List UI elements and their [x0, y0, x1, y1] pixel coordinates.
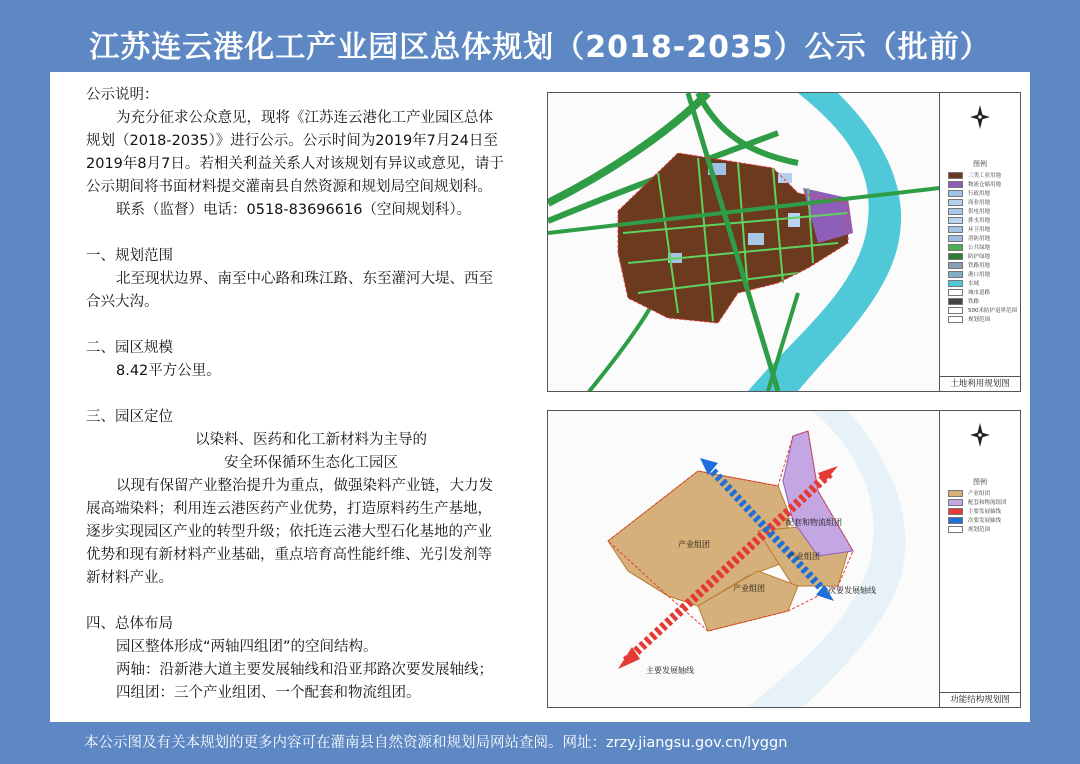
page-title: 江苏连云港化工产业园区总体规划（2018-2035）公示（批前） — [89, 30, 991, 65]
section-line: 四组团：三个产业组团、一个配套和物流组团。 — [116, 685, 421, 701]
section-heading: 一、规划范围 — [86, 248, 173, 264]
slogan-line: 以染料、医药和化工新材料为主导的 — [195, 432, 427, 448]
legend-swatch — [948, 499, 963, 506]
section-line: 优势和现有新材料产业基础，重点培育高性能纤维、光引发剂等 — [86, 547, 492, 563]
legend-label: 公共绿地 — [968, 245, 991, 251]
legend-label: 配套和物流组团 — [968, 500, 1007, 506]
slogan-line: 安全环保循环生态化工园区 — [224, 455, 398, 471]
legend-item — [948, 244, 1020, 250]
legend-label: 行政用地 — [968, 191, 991, 197]
section-line: 8.42平方公里。 — [116, 363, 221, 379]
legend-swatch — [948, 316, 963, 323]
legend-swatch — [948, 289, 963, 296]
section-heading: 三、园区定位 — [86, 409, 173, 425]
section-line: 新材料产业。 — [86, 570, 173, 586]
section-line: 合兴大沟。 — [86, 294, 159, 310]
notice-text — [86, 84, 536, 705]
section-line: 园区整体形成“两轴四组团”的空间结构。 — [116, 639, 378, 655]
legend-swatch — [948, 199, 963, 206]
legend-label: 水域 — [968, 281, 980, 287]
legend-item — [948, 508, 1020, 514]
legend-list — [940, 172, 1020, 322]
section-heading: 四、总体布局 — [86, 616, 173, 632]
legend-item — [948, 235, 1020, 241]
contact-line: 联系（监督）电话：0518-83696616（空间规划科）。 — [116, 202, 472, 218]
land-use-map-drawing — [548, 93, 940, 391]
notice-line: 公示期间将书面材料提交灌南县自然资源和规划局空间规划科。 — [86, 179, 492, 195]
legend-title: 图例 — [973, 478, 987, 486]
map-caption: 功能结构规划图 — [939, 692, 1020, 707]
structure-map — [547, 410, 1021, 708]
legend-label: 三类工业用地 — [968, 173, 1002, 179]
legend-label: 供电用地 — [968, 209, 991, 215]
legend-label: 物流仓储用地 — [968, 182, 1002, 188]
legend-label: 环卫用地 — [968, 227, 991, 233]
legend-item — [948, 217, 1020, 223]
legend-item — [948, 289, 1020, 295]
legend-swatch — [948, 253, 963, 260]
legend-item — [948, 526, 1020, 532]
land-use-map — [547, 92, 1021, 392]
notice-line: 2019年8月7日。若相关利益关系人对该规划有异议或意见，请于 — [86, 156, 504, 172]
section-line: 以现有保留产业整治提升为重点，做强染料产业链，大力发 — [116, 478, 493, 494]
legend-swatch — [948, 172, 963, 179]
legend-list — [940, 490, 1020, 532]
map-label-second-axis: 次要发展轴线 — [828, 586, 876, 595]
section-line: 北至现状边界、南至中心路和珠江路、东至灌河大堤、西至 — [116, 271, 493, 287]
legend-item — [948, 517, 1020, 523]
legend-item — [948, 208, 1020, 214]
legend-item — [948, 172, 1020, 178]
legend-label: 铁路 — [968, 299, 980, 305]
notice-line: 规划（2018-2035）》进行公示。公示时间为2019年7月24日至 — [86, 133, 498, 149]
legend-label: 500米防护退界范围 — [968, 308, 1017, 314]
legend-label: 排水用地 — [968, 218, 991, 224]
legend-swatch — [948, 244, 963, 251]
map-label-industry: 产业组团 — [733, 584, 765, 593]
legend-item — [948, 271, 1020, 277]
legend-swatch — [948, 298, 963, 305]
legend-label: 消防用地 — [968, 236, 991, 242]
legend-label: 防护绿地 — [968, 254, 991, 260]
legend-item — [948, 262, 1020, 268]
legend-label: 次要发展轴线 — [968, 518, 1002, 524]
structure-legend — [939, 411, 1020, 707]
notice-heading: 公示说明： — [86, 87, 159, 103]
legend-label: 城市道路 — [968, 290, 991, 296]
legend-item — [948, 490, 1020, 496]
legend-item — [948, 499, 1020, 505]
notice-line: 为充分征求公众意见，现将《江苏连云港化工产业园区总体 — [116, 110, 493, 126]
legend-swatch — [948, 271, 963, 278]
map-label-industry: 产业组团 — [788, 552, 820, 561]
legend-label: 港口用地 — [968, 272, 991, 278]
legend-swatch — [948, 490, 963, 497]
structure-map-drawing — [548, 411, 940, 707]
map-label-logistics: 配套和物流组团 — [786, 518, 842, 527]
legend-item — [948, 253, 1020, 259]
legend-title: 图例 — [973, 160, 987, 168]
legend-label: 产业组团 — [968, 491, 991, 497]
legend-item — [948, 226, 1020, 232]
north-arrow-icon — [970, 421, 990, 453]
legend-swatch — [948, 517, 963, 524]
legend-swatch — [948, 190, 963, 197]
legend-item — [948, 316, 1020, 322]
north-arrow-icon — [970, 103, 990, 135]
legend-swatch — [948, 526, 963, 533]
section-line: 两轴：沿新港大道主要发展轴线和沿亚邦路次要发展轴线； — [116, 662, 493, 678]
legend-swatch — [948, 280, 963, 287]
legend-item — [948, 307, 1020, 313]
footer-note: 本公示图及有关本规划的更多内容可在灌南县自然资源和规划局网站查阅。网址：zrzy.jiangsu.gov.cn/lyggn — [84, 735, 788, 751]
legend-label: 主要发展轴线 — [968, 509, 1002, 515]
map-label-industry: 产业组团 — [678, 540, 710, 549]
legend-item — [948, 280, 1020, 286]
legend-label: 铁路用地 — [968, 263, 991, 269]
legend-label: 规划范围 — [968, 317, 991, 323]
legend-label: 商业用地 — [968, 200, 991, 206]
legend-item — [948, 298, 1020, 304]
legend-swatch — [948, 181, 963, 188]
land-use-legend — [939, 93, 1020, 391]
legend-item — [948, 190, 1020, 196]
legend-swatch — [948, 226, 963, 233]
legend-item — [948, 181, 1020, 187]
map-caption: 土地利用规划图 — [939, 376, 1020, 391]
legend-swatch — [948, 508, 963, 515]
legend-swatch — [948, 217, 963, 224]
legend-item — [948, 199, 1020, 205]
section-line: 逐步实现园区产业的转型升级；依托连云港大型石化基地的产业 — [86, 524, 492, 540]
legend-label: 规划范围 — [968, 527, 991, 533]
section-line: 展高端染料；利用连云港医药产业优势，打造原料药生产基地， — [86, 501, 492, 517]
legend-swatch — [948, 262, 963, 269]
map-label-main-axis: 主要发展轴线 — [646, 666, 694, 675]
section-heading: 二、园区规模 — [86, 340, 173, 356]
legend-swatch — [948, 235, 963, 242]
legend-swatch — [948, 208, 963, 215]
legend-swatch — [948, 307, 963, 314]
